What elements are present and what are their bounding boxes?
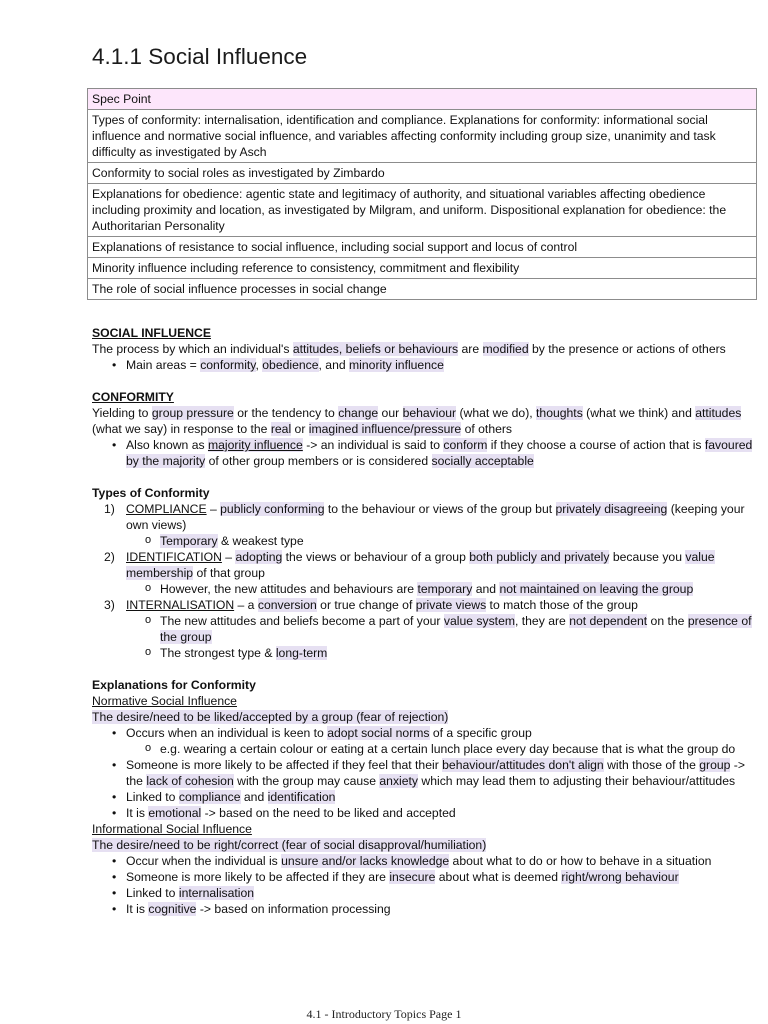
spec-table-row (88, 163, 757, 184)
list-item: • Occur when the individual is unsure and/or lacks knowledge about what to do or how to behave in a situation (92, 853, 754, 869)
numbered-list (92, 549, 754, 581)
sub-bullet-list (92, 741, 754, 757)
subheading-isi: Informational Social Influence (92, 822, 252, 836)
list-item: • Occurs when an individual is keen to adopt social norms of a specific group (92, 725, 754, 741)
sub-bullet-list (92, 613, 754, 661)
spec-table-cell: The role of social influence processes in social change (88, 279, 757, 300)
spec-table (87, 88, 757, 300)
list-item-internalisation: 3) INTERNALISATION – a conversion or true change of private views to match those of the group (104, 598, 638, 612)
list-item: o The new attitudes and beliefs become a part of your value system, they are not dependent on the presence of the group (92, 613, 754, 645)
spec-table-header-row (88, 89, 757, 110)
bullet-list (92, 757, 754, 821)
page-title: 4.1.1 Social Influence (92, 44, 308, 69)
list-item: o The strongest type & long-term (92, 645, 754, 661)
list-item: • Also known as majority influence -> an individual is said to conform if they choose a course of action that is favoured by the majority of other group members or is considered socially acceptable (92, 437, 754, 469)
numbered-list (92, 597, 754, 613)
list-item: • Linked to compliance and identification (92, 789, 754, 805)
spec-table-header: Spec Point (88, 89, 757, 110)
list-item: • Linked to internalisation (92, 885, 754, 901)
list-item-compliance: 1) COMPLIANCE – publicly conforming to the behaviour or views of the group but privately disagreeing (keeping your own views) (104, 502, 745, 532)
definition-isi: The desire/need to be right/correct (fear of social disapproval/humiliation) (92, 838, 487, 852)
sub-bullet-list (92, 581, 754, 597)
bullet-list (92, 357, 754, 373)
list-item-identification: 2) IDENTIFICATION – adopting the views or behaviour of a group both publicly and privately because you value membership of that group (104, 550, 715, 580)
section-heading-types: Types of Conformity (92, 486, 210, 500)
list-item: • It is emotional -> based on the need to be liked and accepted (92, 805, 754, 821)
sub-bullet-list (92, 533, 754, 549)
list-item: • Someone is more likely to be affected if they are insecure about what is deemed right/wrong behaviour (92, 869, 754, 885)
notes-body (92, 325, 754, 917)
bullet-list (92, 853, 754, 917)
list-item: o Temporary & weakest type (92, 533, 754, 549)
section-heading-explanations: Explanations for Conformity (92, 678, 256, 692)
list-item: • It is cognitive -> based on information processing (92, 901, 754, 917)
numbered-list (92, 501, 754, 533)
spec-table-row (88, 258, 757, 279)
spec-table-row (88, 110, 757, 163)
list-item: • Main areas = conformity, obedience, and minority influence (92, 357, 754, 373)
spec-table-cell: Types of conformity: internalisation, identification and compliance. Explanations for conformity: informational social influence and normative social influence, and variables affecting conformity including group size, unanimity and task difficulty as investigated by Asch (88, 110, 757, 163)
definition-conformity: Yielding to group pressure or the tendency to change our behaviour (what we do), thoughts (what we think) and attitudes (what we say) in response to the real or imagined influence/pressure of others (92, 406, 742, 436)
list-item: o e.g. wearing a certain colour or eating at a certain lunch place every day because that is what the group do (92, 741, 754, 757)
list-item: • Someone is more likely to be affected if they feel that their behaviour/attitudes don't align with those of the group -> the lack of cohesion with the group may cause anxiety which may lead them to adjusting their behaviour/attitudes (92, 757, 754, 789)
bullet-list (92, 725, 754, 741)
spec-table-cell: Explanations of resistance to social influence, including social support and locus of control (88, 237, 757, 258)
spec-table-row (88, 237, 757, 258)
spec-table-cell: Conformity to social roles as investigated by Zimbardo (88, 163, 757, 184)
definition-nsi: The desire/need to be liked/accepted by a group (fear of rejection) (92, 710, 449, 724)
spec-table-cell: Explanations for obedience: agentic state and legitimacy of authority, and situational variables affecting obedience including proximity and location, as investigated by Milgram, and uniform. Dispositional explanation for obedience: the Authoritarian Personality (88, 184, 757, 237)
spec-table-cell: Minority influence including reference to consistency, commitment and flexibility (88, 258, 757, 279)
list-item: o However, the new attitudes and behaviours are temporary and not maintained on leaving the group (92, 581, 754, 597)
section-heading-social-influence: SOCIAL INFLUENCE (92, 326, 211, 340)
spec-table-row (88, 279, 757, 300)
spec-table-row (88, 184, 757, 237)
subheading-nsi: Normative Social Influence (92, 694, 237, 708)
section-heading-conformity: CONFORMITY (92, 390, 174, 404)
definition-social-influence: The process by which an individual's attitudes, beliefs or behaviours are modified by the presence or actions of others (92, 342, 726, 356)
page-footer: 4.1 - Introductory Topics Page 1 (306, 1007, 462, 1021)
bullet-list (92, 437, 754, 469)
